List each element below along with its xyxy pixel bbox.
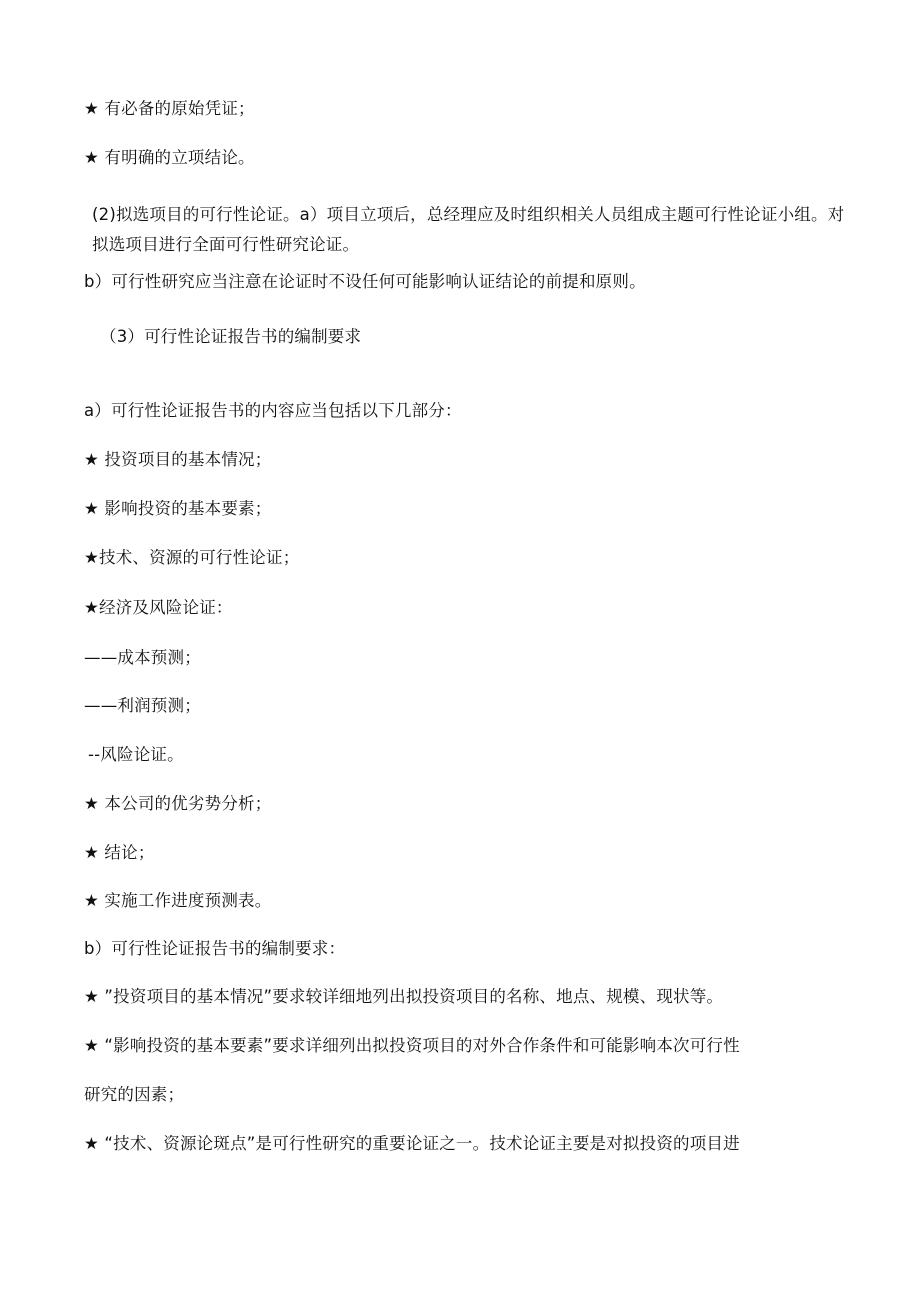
bullet-line-basic-factors: ★ 影响投资的基本要素； <box>84 499 272 518</box>
continuation-line-factors: 研究的因素； <box>84 1085 185 1104</box>
dash-line-risk-demonstration: --风险论证。 <box>88 745 184 764</box>
bullet-line-technical-feasibility: ★技术、资源的可行性论证； <box>84 548 300 567</box>
bullet-line-technical-resource: ★ “技术、资源论斑点”是可行性研究的重要论证之一。技术论证主要是对拟投资的项目进 <box>84 1134 740 1153</box>
paragraph-report-requirements: b）可行性论证报告书的编制要求： <box>84 939 346 958</box>
paragraph-feasibility-demonstration: (2)拟选项目的可行性论证。a）项目立项后，总经理应及时组织相关人员组成主题可行性论证小组。对拟选项目进行全面可行性研究论证。 <box>92 205 845 254</box>
bullet-line-schedule: ★ 实施工作进度预测表。 <box>84 891 272 910</box>
dash-line-cost-forecast: ——成本预测； <box>84 648 201 667</box>
bullet-line-basic-situation: ★ 投资项目的基本情况； <box>84 450 272 469</box>
dash-line-profit-forecast: ——利润预测； <box>84 696 201 715</box>
section-heading-report-requirements: （3）可行性论证报告书的编制要求 <box>100 327 362 346</box>
paragraph-feasibility-research-note: b）可行性研究应当注意在论证时不设任何可能影响认证结论的前提和原则。 <box>84 272 646 291</box>
bullet-line-conclusion: ★ 结论； <box>84 843 155 862</box>
bullet-line-project-conclusion: ★ 有明确的立项结论。 <box>84 148 255 167</box>
bullet-line-basic-factors-req: ★ “影响投资的基本要素”要求详细列出拟投资项目的对外合作条件和可能影响本次可行性 <box>84 1036 740 1055</box>
bullet-line-swot: ★ 本公司的优劣势分析； <box>84 794 272 813</box>
paragraph-report-contents: a）可行性论证报告书的内容应当包括以下几部分： <box>84 401 462 420</box>
bullet-line-original-voucher: ★ 有必备的原始凭证； <box>84 99 255 118</box>
bullet-line-economic-risk: ★经济及风险论证： <box>84 598 233 617</box>
bullet-line-basic-situation-req: ★ ”投资项目的基本情况”要求较详细地列出拟投资项目的名称、地点、规模、现状等。 <box>84 987 724 1006</box>
